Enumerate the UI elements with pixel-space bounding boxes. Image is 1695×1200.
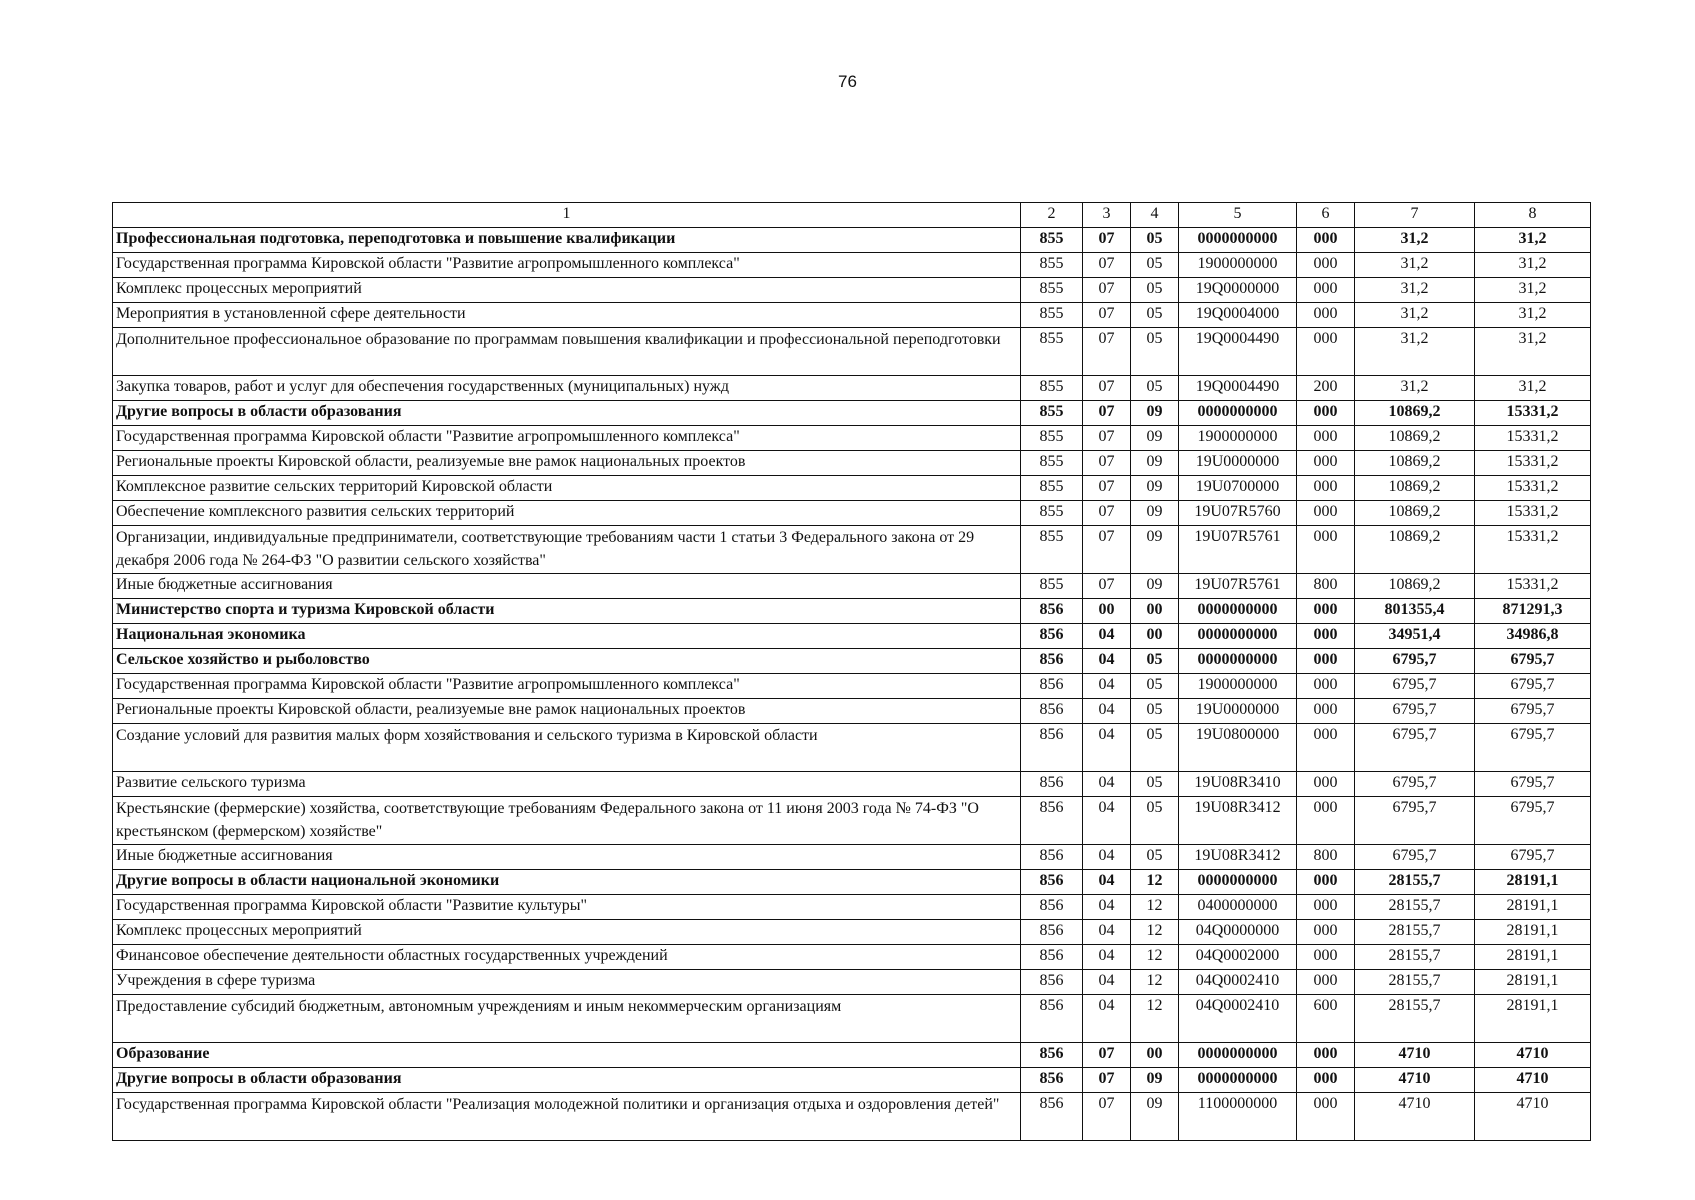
row-gr-code: 855 bbox=[1021, 278, 1083, 303]
row-name: Профессиональная подготовка, переподготовка и повышение квалификации bbox=[113, 228, 1021, 253]
row-gr-code: 855 bbox=[1021, 376, 1083, 401]
row-name: Государственная программа Кировской области "Реализация молодежной политики и организация отдыха и оздоровления детей" bbox=[113, 1093, 1021, 1141]
row-subsection: 09 bbox=[1131, 451, 1179, 476]
row-amount-2: 6795,7 bbox=[1475, 797, 1591, 845]
row-section: 07 bbox=[1083, 328, 1131, 376]
row-amount-2: 31,2 bbox=[1475, 328, 1591, 376]
table-row bbox=[113, 699, 1591, 724]
row-expense-type: 200 bbox=[1297, 376, 1355, 401]
row-expense-type: 000 bbox=[1297, 724, 1355, 772]
row-expense-type: 000 bbox=[1297, 674, 1355, 699]
row-subsection: 00 bbox=[1131, 1043, 1179, 1068]
row-subsection: 12 bbox=[1131, 920, 1179, 945]
row-amount-1: 6795,7 bbox=[1355, 699, 1475, 724]
row-section: 04 bbox=[1083, 895, 1131, 920]
row-expense-type: 000 bbox=[1297, 401, 1355, 426]
table-row bbox=[113, 772, 1591, 797]
row-section: 00 bbox=[1083, 599, 1131, 624]
row-section: 07 bbox=[1083, 1093, 1131, 1141]
row-expense-type: 000 bbox=[1297, 253, 1355, 278]
row-name: Финансовое обеспечение деятельности областных государственных учреждений bbox=[113, 945, 1021, 970]
header-cell-8: 8 bbox=[1475, 203, 1591, 228]
row-amount-2: 4710 bbox=[1475, 1043, 1591, 1068]
row-expense-type: 000 bbox=[1297, 1043, 1355, 1068]
row-target-article: 19U0800000 bbox=[1179, 724, 1297, 772]
header-cell-4: 4 bbox=[1131, 203, 1179, 228]
row-gr-code: 856 bbox=[1021, 895, 1083, 920]
row-expense-type: 600 bbox=[1297, 995, 1355, 1043]
budget-table bbox=[112, 202, 1591, 1141]
row-amount-2: 6795,7 bbox=[1475, 772, 1591, 797]
row-expense-type: 000 bbox=[1297, 624, 1355, 649]
row-amount-1: 31,2 bbox=[1355, 228, 1475, 253]
row-subsection: 09 bbox=[1131, 1093, 1179, 1141]
row-amount-2: 4710 bbox=[1475, 1068, 1591, 1093]
row-name: Национальная экономика bbox=[113, 624, 1021, 649]
row-target-article: 19U07R5760 bbox=[1179, 501, 1297, 526]
row-amount-2: 15331,2 bbox=[1475, 501, 1591, 526]
row-name: Другие вопросы в области образования bbox=[113, 1068, 1021, 1093]
row-expense-type: 000 bbox=[1297, 797, 1355, 845]
row-amount-2: 6795,7 bbox=[1475, 674, 1591, 699]
row-expense-type: 000 bbox=[1297, 328, 1355, 376]
row-target-article: 19Q0000000 bbox=[1179, 278, 1297, 303]
row-subsection: 05 bbox=[1131, 253, 1179, 278]
table-row bbox=[113, 845, 1591, 870]
row-expense-type: 800 bbox=[1297, 574, 1355, 599]
row-expense-type: 000 bbox=[1297, 945, 1355, 970]
row-name: Учреждения в сфере туризма bbox=[113, 970, 1021, 995]
table-row bbox=[113, 970, 1591, 995]
row-subsection: 09 bbox=[1131, 426, 1179, 451]
row-amount-1: 10869,2 bbox=[1355, 426, 1475, 451]
row-gr-code: 856 bbox=[1021, 649, 1083, 674]
row-gr-code: 856 bbox=[1021, 1068, 1083, 1093]
row-name: Комплексное развитие сельских территорий Кировской области bbox=[113, 476, 1021, 501]
row-expense-type: 000 bbox=[1297, 303, 1355, 328]
row-target-article: 19U07R5761 bbox=[1179, 526, 1297, 574]
row-amount-2: 31,2 bbox=[1475, 228, 1591, 253]
row-gr-code: 855 bbox=[1021, 501, 1083, 526]
row-name: Региональные проекты Кировской области, реализуемые вне рамок национальных проектов bbox=[113, 699, 1021, 724]
row-expense-type: 800 bbox=[1297, 845, 1355, 870]
table-row bbox=[113, 501, 1591, 526]
row-name: Мероприятия в установленной сфере деятельности bbox=[113, 303, 1021, 328]
row-section: 04 bbox=[1083, 995, 1131, 1043]
row-name: Обеспечение комплексного развития сельских территорий bbox=[113, 501, 1021, 526]
row-section: 07 bbox=[1083, 574, 1131, 599]
row-target-article: 19U0700000 bbox=[1179, 476, 1297, 501]
row-gr-code: 856 bbox=[1021, 920, 1083, 945]
row-amount-1: 10869,2 bbox=[1355, 526, 1475, 574]
row-section: 07 bbox=[1083, 303, 1131, 328]
row-amount-1: 6795,7 bbox=[1355, 772, 1475, 797]
table-row bbox=[113, 228, 1591, 253]
row-subsection: 12 bbox=[1131, 970, 1179, 995]
row-gr-code: 856 bbox=[1021, 772, 1083, 797]
row-gr-code: 855 bbox=[1021, 401, 1083, 426]
row-section: 07 bbox=[1083, 501, 1131, 526]
row-section: 04 bbox=[1083, 724, 1131, 772]
row-expense-type: 000 bbox=[1297, 1068, 1355, 1093]
row-expense-type: 000 bbox=[1297, 1093, 1355, 1141]
row-section: 04 bbox=[1083, 920, 1131, 945]
row-amount-1: 10869,2 bbox=[1355, 401, 1475, 426]
row-expense-type: 000 bbox=[1297, 228, 1355, 253]
row-name: Другие вопросы в области национальной экономики bbox=[113, 870, 1021, 895]
row-amount-1: 6795,7 bbox=[1355, 724, 1475, 772]
row-target-article: 0000000000 bbox=[1179, 624, 1297, 649]
table-row bbox=[113, 401, 1591, 426]
row-amount-1: 6795,7 bbox=[1355, 845, 1475, 870]
row-name: Предоставление субсидий бюджетным, автономным учреждениям и иным некоммерческим организациям bbox=[113, 995, 1021, 1043]
row-amount-1: 31,2 bbox=[1355, 328, 1475, 376]
row-expense-type: 000 bbox=[1297, 772, 1355, 797]
row-expense-type: 000 bbox=[1297, 699, 1355, 724]
row-expense-type: 000 bbox=[1297, 970, 1355, 995]
row-section: 04 bbox=[1083, 970, 1131, 995]
header-cell-7: 7 bbox=[1355, 203, 1475, 228]
row-expense-type: 000 bbox=[1297, 501, 1355, 526]
row-target-article: 1900000000 bbox=[1179, 674, 1297, 699]
row-target-article: 19Q0004490 bbox=[1179, 328, 1297, 376]
row-subsection: 05 bbox=[1131, 328, 1179, 376]
header-cell-1: 1 bbox=[113, 203, 1021, 228]
row-amount-1: 31,2 bbox=[1355, 253, 1475, 278]
row-target-article: 1900000000 bbox=[1179, 426, 1297, 451]
table-row bbox=[113, 253, 1591, 278]
row-amount-1: 801355,4 bbox=[1355, 599, 1475, 624]
row-gr-code: 855 bbox=[1021, 476, 1083, 501]
row-gr-code: 856 bbox=[1021, 724, 1083, 772]
row-name: Закупка товаров, работ и услуг для обеспечения государственных (муниципальных) нужд bbox=[113, 376, 1021, 401]
row-name: Дополнительное профессиональное образование по программам повышения квалификации и профессиональной переподготовки bbox=[113, 328, 1021, 376]
row-name: Организации, индивидуальные предприниматели, соответствующие требованиям части 1 статьи 3 Федерального закона от 29 декабря 2006 года № 264-ФЗ "О развитии сельского хозяйства" bbox=[113, 526, 1021, 574]
row-amount-1: 4710 bbox=[1355, 1093, 1475, 1141]
row-expense-type: 000 bbox=[1297, 895, 1355, 920]
table-row bbox=[113, 476, 1591, 501]
row-target-article: 19Q0004490 bbox=[1179, 376, 1297, 401]
row-target-article: 19U0000000 bbox=[1179, 699, 1297, 724]
row-amount-2: 15331,2 bbox=[1475, 574, 1591, 599]
row-target-article: 0000000000 bbox=[1179, 228, 1297, 253]
row-gr-code: 856 bbox=[1021, 674, 1083, 699]
table-row bbox=[113, 574, 1591, 599]
row-section: 04 bbox=[1083, 945, 1131, 970]
row-gr-code: 856 bbox=[1021, 624, 1083, 649]
row-section: 07 bbox=[1083, 401, 1131, 426]
row-amount-2: 28191,1 bbox=[1475, 870, 1591, 895]
row-name: Крестьянские (фермерские) хозяйства, соответствующие требованиям Федерального закона от 11 июня 2003 года № 74-ФЗ "О крестьянском (фермерском) хозяйстве" bbox=[113, 797, 1021, 845]
row-subsection: 05 bbox=[1131, 278, 1179, 303]
row-expense-type: 000 bbox=[1297, 649, 1355, 674]
row-subsection: 09 bbox=[1131, 574, 1179, 599]
row-target-article: 0000000000 bbox=[1179, 599, 1297, 624]
row-amount-1: 6795,7 bbox=[1355, 797, 1475, 845]
row-section: 07 bbox=[1083, 376, 1131, 401]
row-gr-code: 855 bbox=[1021, 253, 1083, 278]
row-section: 07 bbox=[1083, 451, 1131, 476]
row-expense-type: 000 bbox=[1297, 278, 1355, 303]
row-amount-2: 28191,1 bbox=[1475, 895, 1591, 920]
row-amount-2: 4710 bbox=[1475, 1093, 1591, 1141]
row-subsection: 09 bbox=[1131, 501, 1179, 526]
row-section: 04 bbox=[1083, 649, 1131, 674]
row-gr-code: 855 bbox=[1021, 228, 1083, 253]
row-amount-1: 28155,7 bbox=[1355, 920, 1475, 945]
row-amount-1: 31,2 bbox=[1355, 278, 1475, 303]
row-name: Государственная программа Кировской области "Развитие агропромышленного комплекса" bbox=[113, 253, 1021, 278]
row-subsection: 00 bbox=[1131, 599, 1179, 624]
row-target-article: 0000000000 bbox=[1179, 1043, 1297, 1068]
row-section: 04 bbox=[1083, 797, 1131, 845]
row-subsection: 05 bbox=[1131, 699, 1179, 724]
row-amount-1: 10869,2 bbox=[1355, 501, 1475, 526]
row-subsection: 12 bbox=[1131, 895, 1179, 920]
row-amount-2: 28191,1 bbox=[1475, 995, 1591, 1043]
row-name: Создание условий для развития малых форм хозяйствования и сельского туризма в Кировской области bbox=[113, 724, 1021, 772]
row-name: Образование bbox=[113, 1043, 1021, 1068]
row-expense-type: 000 bbox=[1297, 599, 1355, 624]
row-amount-1: 6795,7 bbox=[1355, 674, 1475, 699]
row-amount-2: 31,2 bbox=[1475, 278, 1591, 303]
table-row bbox=[113, 797, 1591, 845]
table-row bbox=[113, 1093, 1591, 1141]
row-expense-type: 000 bbox=[1297, 451, 1355, 476]
table-row bbox=[113, 674, 1591, 699]
row-target-article: 0000000000 bbox=[1179, 1068, 1297, 1093]
row-gr-code: 856 bbox=[1021, 1093, 1083, 1141]
row-name: Государственная программа Кировской области "Развитие культуры" bbox=[113, 895, 1021, 920]
row-target-article: 04Q0002410 bbox=[1179, 970, 1297, 995]
row-gr-code: 856 bbox=[1021, 599, 1083, 624]
row-target-article: 0400000000 bbox=[1179, 895, 1297, 920]
row-subsection: 09 bbox=[1131, 1068, 1179, 1093]
row-target-article: 19U0000000 bbox=[1179, 451, 1297, 476]
row-gr-code: 855 bbox=[1021, 451, 1083, 476]
table-row bbox=[113, 724, 1591, 772]
row-amount-2: 15331,2 bbox=[1475, 401, 1591, 426]
row-gr-code: 856 bbox=[1021, 845, 1083, 870]
row-gr-code: 856 bbox=[1021, 699, 1083, 724]
row-amount-1: 6795,7 bbox=[1355, 649, 1475, 674]
row-amount-2: 28191,1 bbox=[1475, 970, 1591, 995]
row-name: Иные бюджетные ассигнования bbox=[113, 574, 1021, 599]
row-amount-2: 28191,1 bbox=[1475, 945, 1591, 970]
row-subsection: 05 bbox=[1131, 772, 1179, 797]
row-name: Комплекс процессных мероприятий bbox=[113, 278, 1021, 303]
row-subsection: 12 bbox=[1131, 995, 1179, 1043]
table-row bbox=[113, 451, 1591, 476]
row-amount-2: 6795,7 bbox=[1475, 845, 1591, 870]
row-amount-2: 6795,7 bbox=[1475, 724, 1591, 772]
row-name: Другие вопросы в области образования bbox=[113, 401, 1021, 426]
row-section: 07 bbox=[1083, 426, 1131, 451]
row-gr-code: 856 bbox=[1021, 797, 1083, 845]
row-target-article: 0000000000 bbox=[1179, 870, 1297, 895]
row-section: 07 bbox=[1083, 526, 1131, 574]
row-target-article: 1100000000 bbox=[1179, 1093, 1297, 1141]
table-row bbox=[113, 526, 1591, 574]
row-section: 04 bbox=[1083, 699, 1131, 724]
row-gr-code: 856 bbox=[1021, 1043, 1083, 1068]
table-row bbox=[113, 426, 1591, 451]
row-amount-1: 10869,2 bbox=[1355, 574, 1475, 599]
row-name: Сельское хозяйство и рыболовство bbox=[113, 649, 1021, 674]
table-row bbox=[113, 303, 1591, 328]
row-name: Иные бюджетные ассигнования bbox=[113, 845, 1021, 870]
row-subsection: 09 bbox=[1131, 401, 1179, 426]
row-target-article: 19U08R3412 bbox=[1179, 845, 1297, 870]
header-cell-5: 5 bbox=[1179, 203, 1297, 228]
row-amount-1: 28155,7 bbox=[1355, 870, 1475, 895]
row-subsection: 09 bbox=[1131, 476, 1179, 501]
row-target-article: 19U08R3410 bbox=[1179, 772, 1297, 797]
row-amount-2: 6795,7 bbox=[1475, 649, 1591, 674]
row-name: Государственная программа Кировской области "Развитие агропромышленного комплекса" bbox=[113, 674, 1021, 699]
row-name: Государственная программа Кировской области "Развитие агропромышленного комплекса" bbox=[113, 426, 1021, 451]
row-target-article: 19U07R5761 bbox=[1179, 574, 1297, 599]
row-amount-1: 31,2 bbox=[1355, 303, 1475, 328]
row-amount-2: 15331,2 bbox=[1475, 426, 1591, 451]
row-name: Развитие сельского туризма bbox=[113, 772, 1021, 797]
row-gr-code: 856 bbox=[1021, 970, 1083, 995]
row-section: 07 bbox=[1083, 253, 1131, 278]
table-row bbox=[113, 1068, 1591, 1093]
row-expense-type: 000 bbox=[1297, 920, 1355, 945]
row-subsection: 05 bbox=[1131, 845, 1179, 870]
row-amount-1: 34951,4 bbox=[1355, 624, 1475, 649]
table-row bbox=[113, 599, 1591, 624]
row-gr-code: 856 bbox=[1021, 995, 1083, 1043]
row-subsection: 05 bbox=[1131, 724, 1179, 772]
header-cell-6: 6 bbox=[1297, 203, 1355, 228]
row-amount-2: 15331,2 bbox=[1475, 526, 1591, 574]
header-cell-3: 3 bbox=[1083, 203, 1131, 228]
row-section: 07 bbox=[1083, 476, 1131, 501]
header-row bbox=[113, 203, 1591, 228]
row-gr-code: 855 bbox=[1021, 526, 1083, 574]
table-row bbox=[113, 1043, 1591, 1068]
table-row bbox=[113, 895, 1591, 920]
row-section: 04 bbox=[1083, 772, 1131, 797]
row-subsection: 05 bbox=[1131, 674, 1179, 699]
row-target-article: 04Q0000000 bbox=[1179, 920, 1297, 945]
row-amount-1: 28155,7 bbox=[1355, 895, 1475, 920]
row-gr-code: 855 bbox=[1021, 328, 1083, 376]
row-target-article: 0000000000 bbox=[1179, 401, 1297, 426]
row-expense-type: 000 bbox=[1297, 476, 1355, 501]
table-row bbox=[113, 649, 1591, 674]
row-amount-1: 31,2 bbox=[1355, 376, 1475, 401]
row-amount-1: 10869,2 bbox=[1355, 451, 1475, 476]
row-subsection: 05 bbox=[1131, 649, 1179, 674]
table-row bbox=[113, 624, 1591, 649]
row-gr-code: 855 bbox=[1021, 303, 1083, 328]
table-row bbox=[113, 328, 1591, 376]
row-amount-1: 28155,7 bbox=[1355, 995, 1475, 1043]
table-body bbox=[113, 203, 1591, 1141]
row-section: 04 bbox=[1083, 870, 1131, 895]
row-subsection: 09 bbox=[1131, 526, 1179, 574]
row-target-article: 19U08R3412 bbox=[1179, 797, 1297, 845]
row-target-article: 0000000000 bbox=[1179, 649, 1297, 674]
row-amount-1: 4710 bbox=[1355, 1043, 1475, 1068]
row-name: Комплекс процессных мероприятий bbox=[113, 920, 1021, 945]
header-cell-2: 2 bbox=[1021, 203, 1083, 228]
row-gr-code: 856 bbox=[1021, 870, 1083, 895]
row-amount-2: 34986,8 bbox=[1475, 624, 1591, 649]
row-gr-code: 855 bbox=[1021, 574, 1083, 599]
row-section: 04 bbox=[1083, 845, 1131, 870]
row-section: 04 bbox=[1083, 674, 1131, 699]
table-row bbox=[113, 995, 1591, 1043]
row-amount-2: 31,2 bbox=[1475, 303, 1591, 328]
row-amount-2: 31,2 bbox=[1475, 253, 1591, 278]
row-section: 04 bbox=[1083, 624, 1131, 649]
table-row bbox=[113, 945, 1591, 970]
row-section: 07 bbox=[1083, 1043, 1131, 1068]
table-row bbox=[113, 920, 1591, 945]
row-amount-2: 871291,3 bbox=[1475, 599, 1591, 624]
row-expense-type: 000 bbox=[1297, 526, 1355, 574]
row-amount-1: 4710 bbox=[1355, 1068, 1475, 1093]
row-subsection: 12 bbox=[1131, 870, 1179, 895]
row-subsection: 05 bbox=[1131, 797, 1179, 845]
row-amount-1: 28155,7 bbox=[1355, 945, 1475, 970]
row-target-article: 04Q0002000 bbox=[1179, 945, 1297, 970]
row-subsection: 05 bbox=[1131, 303, 1179, 328]
row-amount-2: 31,2 bbox=[1475, 376, 1591, 401]
table-row bbox=[113, 278, 1591, 303]
row-subsection: 12 bbox=[1131, 945, 1179, 970]
row-gr-code: 856 bbox=[1021, 945, 1083, 970]
row-gr-code: 855 bbox=[1021, 426, 1083, 451]
row-expense-type: 000 bbox=[1297, 426, 1355, 451]
row-amount-2: 15331,2 bbox=[1475, 476, 1591, 501]
row-section: 07 bbox=[1083, 228, 1131, 253]
row-section: 07 bbox=[1083, 1068, 1131, 1093]
row-amount-2: 15331,2 bbox=[1475, 451, 1591, 476]
row-subsection: 05 bbox=[1131, 376, 1179, 401]
row-subsection: 00 bbox=[1131, 624, 1179, 649]
row-amount-2: 6795,7 bbox=[1475, 699, 1591, 724]
page-number: 76 bbox=[838, 72, 857, 91]
row-target-article: 04Q0002410 bbox=[1179, 995, 1297, 1043]
row-target-article: 1900000000 bbox=[1179, 253, 1297, 278]
row-section: 07 bbox=[1083, 278, 1131, 303]
row-subsection: 05 bbox=[1131, 228, 1179, 253]
row-name: Министерство спорта и туризма Кировской области bbox=[113, 599, 1021, 624]
row-amount-1: 28155,7 bbox=[1355, 970, 1475, 995]
row-target-article: 19Q0004000 bbox=[1179, 303, 1297, 328]
row-name: Региональные проекты Кировской области, реализуемые вне рамок национальных проектов bbox=[113, 451, 1021, 476]
table-row bbox=[113, 376, 1591, 401]
table-row bbox=[113, 870, 1591, 895]
row-expense-type: 000 bbox=[1297, 870, 1355, 895]
row-amount-2: 28191,1 bbox=[1475, 920, 1591, 945]
row-amount-1: 10869,2 bbox=[1355, 476, 1475, 501]
